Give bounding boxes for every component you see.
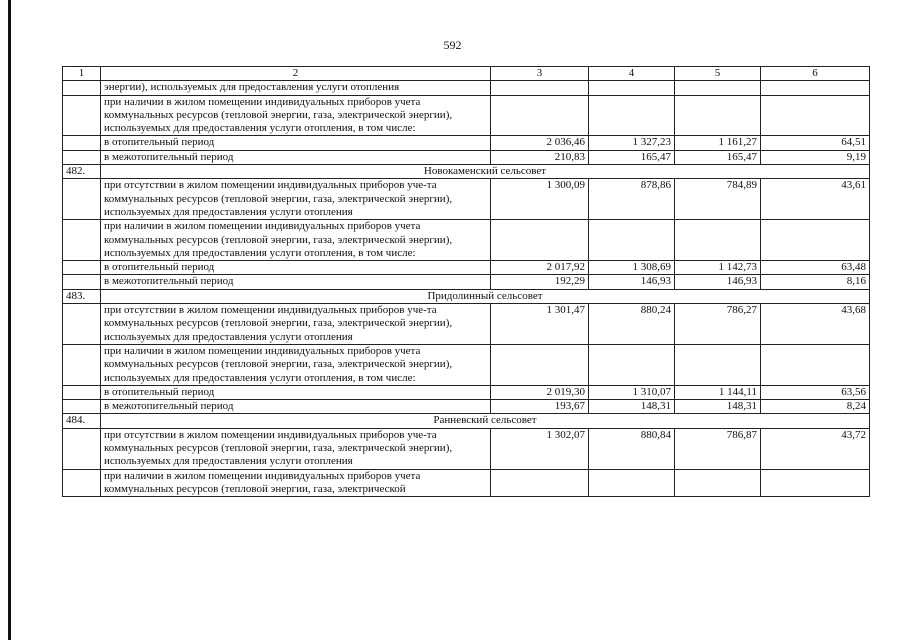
value-cell: 1 308,69	[589, 261, 675, 275]
value-cell: 1 302,07	[491, 428, 589, 469]
page-number: 592	[443, 38, 462, 52]
row-text: при наличии в жилом помещении индивидуальных приборов учета коммунальных ресурсов (тепловой энергии, газа, электрической	[101, 469, 491, 497]
column-header: 5	[675, 67, 761, 81]
value-cell: 880,84	[589, 428, 675, 469]
table-row	[63, 400, 870, 414]
value-cell: 1 144,11	[675, 385, 761, 399]
row-text: в отопительный период	[101, 136, 491, 150]
column-header: 4	[589, 67, 675, 81]
value-cell: 8,16	[761, 275, 870, 289]
value-cell: 148,31	[589, 400, 675, 414]
value-cell: 9,19	[761, 150, 870, 164]
value-cell: 165,47	[675, 150, 761, 164]
value-cell: 1 142,73	[675, 261, 761, 275]
value-cell: 2 036,46	[491, 136, 589, 150]
value-cell: 193,67	[491, 400, 589, 414]
value-cell: 63,56	[761, 385, 870, 399]
section-index: 482.	[63, 165, 101, 179]
table-row	[63, 261, 870, 275]
row-text: в межотопительный период	[101, 400, 491, 414]
value-cell: 1 161,27	[675, 136, 761, 150]
value-cell: 878,86	[589, 179, 675, 220]
table-row	[63, 469, 870, 497]
value-cell: 63,48	[761, 261, 870, 275]
value-cell: 1 310,07	[589, 385, 675, 399]
row-text: при отсутствии в жилом помещении индивидуальных приборов уче-та коммунальных ресурсов (тепловой энергии, газа, электрической энергии), используемых для предоставления услуги отопления	[101, 179, 491, 220]
table-row	[63, 344, 870, 385]
row-text: в отопительный период	[101, 261, 491, 275]
column-header-row	[63, 67, 870, 81]
table-row	[63, 275, 870, 289]
value-cell: 1 327,23	[589, 136, 675, 150]
row-text: при наличии в жилом помещении индивидуальных приборов учета коммунальных ресурсов (тепловой энергии, газа, электрической энергии), используемых для предоставления услуги отопления, в том числе:	[101, 344, 491, 385]
section-name: Ранневский сельсовет	[101, 414, 870, 428]
table-row	[63, 136, 870, 150]
row-text: в межотопительный период	[101, 275, 491, 289]
column-header: 6	[761, 67, 870, 81]
table-row	[63, 304, 870, 345]
value-cell: 786,27	[675, 304, 761, 345]
column-header: 3	[491, 67, 589, 81]
row-text: при наличии в жилом помещении индивидуальных приборов учета коммунальных ресурсов (тепловой энергии, газа, электрической энергии), используемых для предоставления услуги отопления, в том числе:	[101, 95, 491, 136]
section-row	[63, 165, 870, 179]
section-index: 484.	[63, 414, 101, 428]
value-cell: 146,93	[675, 275, 761, 289]
table-row	[63, 150, 870, 164]
row-text: энергии), используемых для предоставления услуги отопления	[101, 81, 491, 95]
value-cell: 148,31	[675, 400, 761, 414]
value-cell: 880,24	[589, 304, 675, 345]
row-text: при наличии в жилом помещении индивидуальных приборов учета коммунальных ресурсов (тепловой энергии, газа, электрической энергии), используемых для предоставления услуги отопления, в том числе:	[101, 220, 491, 261]
value-cell: 784,89	[675, 179, 761, 220]
table-row	[63, 220, 870, 261]
value-cell: 786,87	[675, 428, 761, 469]
value-cell: 64,51	[761, 136, 870, 150]
value-cell: 192,29	[491, 275, 589, 289]
section-name: Новокаменский сельсовет	[101, 165, 870, 179]
section-name: Придолинный сельсовет	[101, 289, 870, 303]
table-row	[63, 81, 870, 95]
row-text: в отопительный период	[101, 385, 491, 399]
column-header: 2	[101, 67, 491, 81]
row-text: в межотопительный период	[101, 150, 491, 164]
row-text: при отсутствии в жилом помещении индивидуальных приборов уче-та коммунальных ресурсов (тепловой энергии, газа, электрической энергии), используемых для предоставления услуги отопления	[101, 428, 491, 469]
value-cell: 210,83	[491, 150, 589, 164]
section-index: 483.	[63, 289, 101, 303]
table-row	[63, 428, 870, 469]
tariff-table	[62, 66, 870, 497]
value-cell: 43,61	[761, 179, 870, 220]
section-row	[63, 414, 870, 428]
table-row	[63, 385, 870, 399]
value-cell: 146,93	[589, 275, 675, 289]
value-cell: 43,68	[761, 304, 870, 345]
value-cell: 2 019,30	[491, 385, 589, 399]
value-cell: 8,24	[761, 400, 870, 414]
value-cell: 2 017,92	[491, 261, 589, 275]
value-cell: 1 300,09	[491, 179, 589, 220]
row-text: при отсутствии в жилом помещении индивидуальных приборов уче-та коммунальных ресурсов (тепловой энергии, газа, электрической энергии), используемых для предоставления услуги отопления	[101, 304, 491, 345]
value-cell: 165,47	[589, 150, 675, 164]
table-row	[63, 179, 870, 220]
value-cell: 43,72	[761, 428, 870, 469]
section-row	[63, 289, 870, 303]
table-row	[63, 95, 870, 136]
column-header: 1	[63, 67, 101, 81]
value-cell: 1 301,47	[491, 304, 589, 345]
scan-edge-bar	[8, 0, 11, 640]
